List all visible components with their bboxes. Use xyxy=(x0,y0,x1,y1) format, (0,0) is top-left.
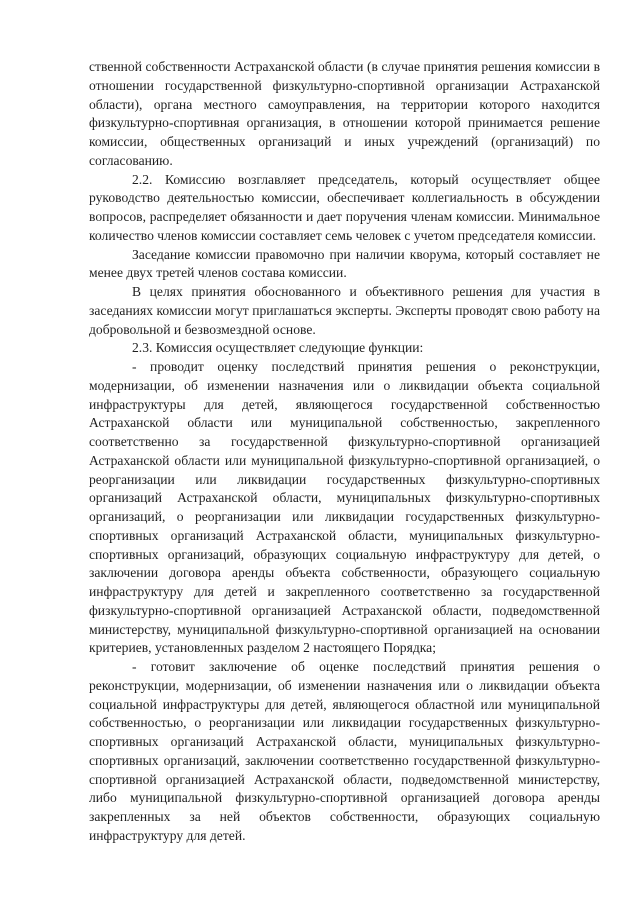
paragraph-2-3-functions: 2.3. Комиссия осуществляет следующие функции: xyxy=(132,340,424,356)
paragraph-quorum: Заседание комиссии правомочно при наличии кворума, который составляет не менее двух третей членов состава комиссии. xyxy=(89,246,600,281)
paragraph-function-conclusion: - готовит заключение об оценке последствий принятия решения о реконструкции, модернизации, об изменении назначения или о ликвидации объекта социальной инфраструктуры для детей, являющегося областной или муниципальной собственностью, о реорганизации или ликвидации государственных физкультурно-спортивных организаций Астраханской области, муниципальных физкультурно-спортивных организаций, заключении соответственно государственной физкультурно-спортивной организацией Астраханской области, подведомственной министерству, либо муниципальной физкультурно-спортивной организацией договора аренды закрепленных за ней объектов собственности, образующих социальную инфраструктуру для детей. xyxy=(89,659,600,843)
paragraph-2-2-chairman: 2.2. Комиссию возглавляет председатель, который осуществляет общее руководство деятельностью комиссии, обеспечивает коллегиальность в обсуждении вопросов, распределяет обязанности и дает поручения членам комиссии. Минимальное количество членов комиссии составляет семь человек с учетом председателя комиссии. xyxy=(89,171,600,243)
paragraph-function-assessment: - проводит оценку последствий принятия решения о реконструкции, модернизации, об изменении назначения или о ликвидации объекта социальной инфраструктуры для детей, являющегося государственной собственностью Астраханской области или муниципальной собственностью, закрепленного соответственно за государственной физкультурно-спортивной организацией Астраханской области или муниципальной физкультурно-спортивной организацией, о реорганизации или ликвидации государственных физкультурно-спортивных организаций Астраханской области, муниципальных физкультурно-спортивных организаций, о реорганизации или ликвидации государственных физкультурно-спортивных организаций Астраханской области, муниципальных физкультурно-спортивных организаций, образующих социальную инфраструктуру для детей, о заключении договора аренды объекта собственности, образующего социальную инфраструктуру для детей и закрепленного соответственно за государственной физкультурно-спортивной организацией Астраханской области, подведомственной министерству, муниципальной физкультурно-спортивной организацией на основании критериев, установленных разделом 2 настоящего Порядка; xyxy=(89,359,600,656)
paragraph-membership-continuation: ственной собственности Астраханской области (в случае принятия решения комиссии в отношении государственной физкультурно-спортивной организации Астраханской области), органа местного самоуправления, на территории которого находится физкультурно-спортивная организация, в отношении которой принимается решение комиссии, общественных организаций и иных учреждений (организаций) по согласованию. xyxy=(89,59,600,168)
paragraph-experts: В целях принятия обоснованного и объективного решения для участия в заседаниях комиссии могут приглашаться эксперты. Эксперты проводят свою работу на добровольной и безвозмездной основе. xyxy=(89,284,600,337)
document-body xyxy=(89,58,600,846)
